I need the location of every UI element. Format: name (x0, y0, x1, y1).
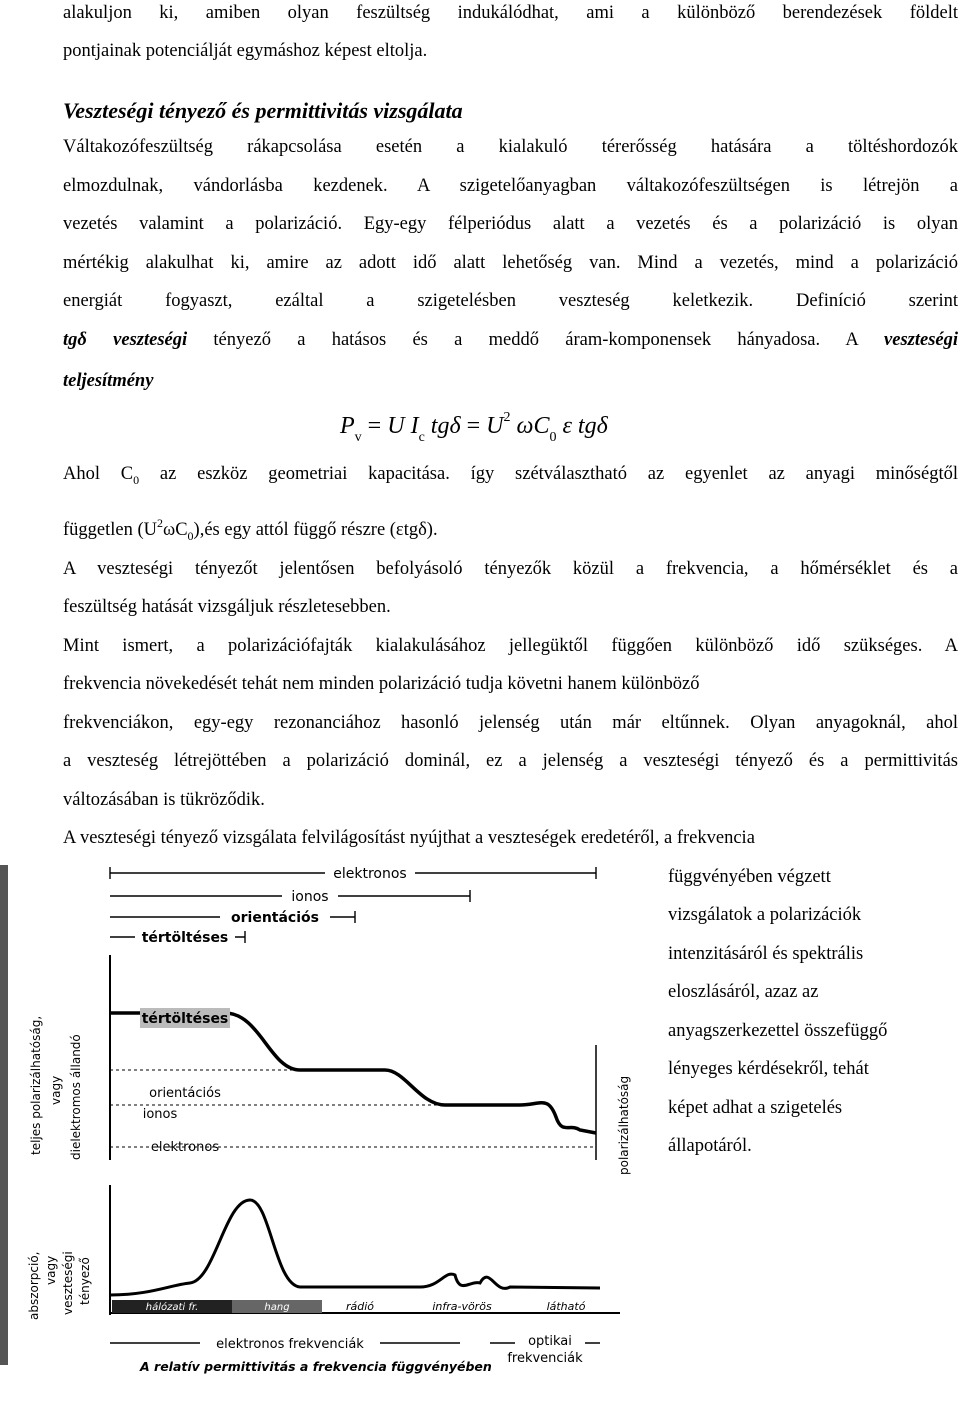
sidebar-line-2: vizsgálatok a polarizációk (668, 905, 862, 925)
formula-sub-v: v (354, 430, 362, 445)
vesztesegi-emph-1: veszteségi (113, 330, 188, 350)
sidebar-line-3: intenzitásáról és spektrális (668, 944, 864, 964)
scan-edge (0, 865, 8, 1365)
sidebar-line-5: anyagszerkezettel összefüggő (668, 1021, 888, 1041)
p2-line-2 (63, 512, 438, 547)
p1-line-4: mértékig alakulhat ki, amire az adott idő alatt lehetőség van. Mind a vezetés, mind a polarizáció (63, 253, 958, 273)
formula-sub-c: c (418, 430, 425, 445)
left-axis-lower-2: vagy (44, 1255, 58, 1285)
formula-tgd-1: tgδ (424, 413, 461, 439)
p3-line-1: A veszteségi tényezőt jelentősen befolyásoló tényezők közül a frekvencia, a hőmérséklet és a (63, 559, 958, 579)
bracket-label-tertoltes: tértöltéses (141, 930, 229, 946)
vesztesegi-emph-2: veszteségi (884, 330, 958, 350)
intro-line-2: pontjainak potenciálját egymáshoz képest eltolja. (63, 41, 428, 61)
p4-line-1: Mint ismert, a polarizációfajták kialakulásához jellegüktől függően különböző idő szükséges. A (63, 636, 958, 656)
step-label-ionos: ionos (142, 1107, 178, 1122)
formula-omega-C: ωC (510, 413, 550, 439)
sidebar-line-4: eloszlásáról, azaz az (668, 982, 819, 1002)
p1-line-2: elmozdulnak, vándorlásba kezdenek. A szigetelőanyagban váltakozófeszültségen is létrejön a (63, 176, 958, 196)
p1-line-3: vezetés valamint a polarizáció. Egy-egy félperiódus alatt a vezetés és a polarizáció is olyan (63, 214, 958, 234)
formula-U2: U (486, 413, 504, 439)
formula-sub-0: 0 (549, 430, 557, 445)
sidebar-line-8: állapotáról. (668, 1136, 752, 1156)
intro-line-1: alakuljon ki, amiben olyan feszültség indukálódhat, ami a különböző berendezések földelt (63, 3, 958, 23)
left-axis-lower-1: abszorpció, (27, 1251, 41, 1320)
band-label-radio: rádió (345, 1300, 375, 1313)
sidebar-line-1: függvényében végzett (668, 867, 831, 887)
left-axis-upper-3: dielektromos állandó (69, 1034, 83, 1160)
left-axis-upper-1: teljes polarizálhatóság, (29, 1015, 43, 1155)
p2-ahol: Ahol C (63, 464, 134, 484)
left-axis-lower-4: tényező (78, 1257, 92, 1305)
sidebar-line-7: képet adhat a szigetelés (668, 1098, 843, 1118)
left-axis-lower-3: veszteségi (61, 1251, 75, 1315)
sidebar-line-6: lényeges kérdésekről, tehát (668, 1059, 869, 1079)
band-label-lathato: látható (546, 1300, 586, 1313)
bottom-label-frekvenciak: frekvenciák (507, 1351, 583, 1366)
p2-line-2-text: ),és egy attól függő részre (εtgδ). (193, 520, 438, 540)
right-axis-label: polarizálhatóság (617, 1075, 631, 1175)
left-axis-upper-2: vagy (49, 1075, 63, 1105)
p1-line-1: Váltakozófeszültség rákapcsolása esetén a kialakuló térerősség hatására a töltéshordozók (63, 137, 958, 157)
p5-line-1: A veszteségi tényező vizsgálata felvilágosítást nyújthat a veszteségek eredetéről, a frekvencia (63, 828, 755, 848)
p4-line-4: a veszteség létrejöttében a polarizáció dominál, ez a jelenség a veszteségi tényező és a permittivitás (63, 751, 958, 771)
band-label-infra: infra-vörös (432, 1300, 492, 1313)
p2-fuggetlen: független (U (63, 520, 158, 540)
formula-eps-tgd: ε tgδ (556, 413, 608, 439)
step-label-tertoltes: tértöltéses (141, 1011, 229, 1027)
formula-U: U (387, 413, 405, 439)
p2-omega-c: ωC (163, 520, 188, 540)
p2-sub-0b: 0 (187, 529, 194, 543)
bottom-label-optikai: optikai (528, 1334, 572, 1349)
tg-delta-symbol: tgδ (63, 330, 87, 350)
p4-line-5: változásában is tükröződik. (63, 790, 265, 810)
formula-eq-2: = (460, 413, 487, 439)
formula-eq-1: = (361, 413, 388, 439)
figure-caption: A relatív permittivitás a frekvencia függvényében (140, 1359, 492, 1374)
p2-line-1 (63, 463, 958, 491)
bracket-label-ionos: ionos (291, 889, 329, 905)
p1-line-7: teljesítmény (63, 371, 154, 391)
bracket-label-elektronos: elektronos (333, 866, 407, 882)
formula-sup-2: 2 (503, 410, 511, 425)
formula-P: P (340, 413, 355, 439)
band-label-halozati: hálózati fr. (145, 1302, 199, 1313)
bottom-label-elektronos: elektronos frekvenciák (216, 1337, 364, 1352)
p1-line-5: energiát fogyaszt, ezáltal a szigetelésben veszteség keletkezik. Definíció szerint (63, 291, 958, 311)
section-heading: Veszteségi tényező és permittivitás vizsgálata (63, 98, 463, 123)
absorption-curve (110, 1200, 600, 1295)
step-label-orientacios: orientációs (149, 1086, 221, 1101)
step-label-elektronos: elektronos (150, 1140, 220, 1155)
p1-line-6 (63, 329, 958, 351)
p2-sub-0: 0 (133, 473, 140, 487)
bracket-label-orientacios: orientációs (231, 910, 319, 926)
p3-line-2: feszültség hatását vizsgáljuk részletesebben. (63, 597, 391, 617)
level-guides (110, 1013, 596, 1147)
p4-line-2: frekvencia növekedését tehát nem minden polarizáció tudja követni hanem különböző (63, 674, 700, 694)
band-label-hang: hang (264, 1302, 290, 1313)
formula-I: I (404, 413, 419, 439)
p1-line-6-text: tényező a hatásos és a meddő áram-komponensek hányadosa. A (187, 330, 885, 350)
p4-line-3: frekvenciákon, egy-egy rezonanciához hasonló jelenség után már eltűnnek. Olyan anyagoknál, ahol (63, 713, 958, 733)
permittivity-curve (110, 1013, 596, 1133)
p2-line-1-text: az eszköz geometriai kapacitása. így szétválasztható az egyenlet az anyagi minőségtől (139, 464, 958, 484)
permittivity-frequency-figure (0, 855, 660, 1375)
loss-power-formula (340, 410, 608, 446)
p2-sup-2: 2 (157, 516, 164, 530)
